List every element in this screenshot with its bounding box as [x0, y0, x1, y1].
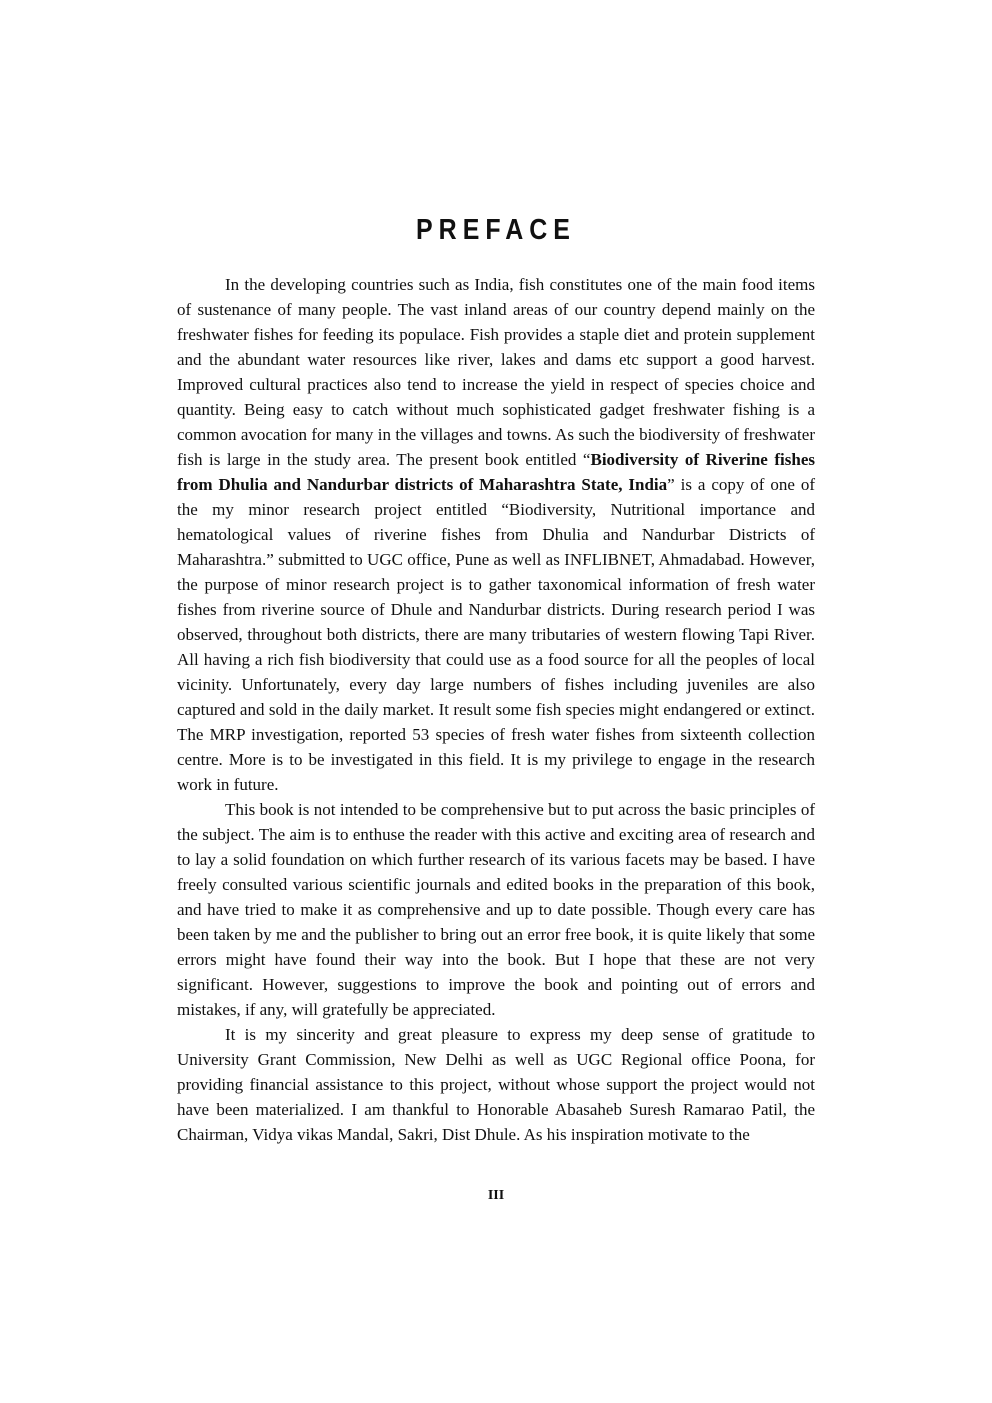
page-title: PREFACE: [416, 214, 576, 246]
paragraph-3: It is my sincerity and great pleasure to express my deep sense of gratitude to University Grant Commission, New Delhi as well as UGC Regional office Poona, for providing financial assistance to this project, without whose support the project would not have been materialized. I am thankful to Honorable Abasaheb Suresh Ramarao Patil, the Chairman, Vidya vikas Mandal, Sakri, Dist Dhule. As his inspiration motivate to the: [177, 1025, 815, 1144]
paragraph-1: [177, 272, 815, 797]
book-title-bold: Biodiversity of Riverine fishes from Dhulia and Nandurbar districts of Maharashtra State, India: [177, 450, 815, 494]
preface-body: [177, 272, 815, 1147]
paragraph-1-text-after-title: ” is a copy of one of the my minor research project entitled “Biodiversity, Nutritional importance and hematological values of riverine fishes from Dhulia and Nandurbar Districts of Maharashtra.” submitted to UGC office, Pune as well as INFLIBNET, Ahmadabad. However, the purpose of minor research project is to gather taxonomical information of fresh water fishes from riverine source of Dhule and Nandurbar districts. During research period I was observed, throughout both districts, there are many tributaries of western flowing Tapi River. All having a rich fish biodiversity that could use as a food source for all the peoples of local vicinity. Unfortunately, every day large numbers of fishes including juveniles are also captured and sold in the daily market. It result some fish species might endangered or extinct. The MRP investigation, reported 53 species of fresh water fishes from sixteenth collection centre. More is to be investigated in this field. It is my privilege to engage in the research work in future.: [177, 475, 815, 794]
paragraph-2: This book is not intended to be comprehensive but to put across the basic principles of the subject. The aim is to enthuse the reader with this active and exciting area of research and to lay a solid foundation on which further research of its various facets may be based. I have freely consulted various scientific journals and edited books in the preparation of this book, and have tried to make it as comprehensive and up to date possible. Though every care has been taken by me and the publisher to bring out an error free book, it is quite likely that some errors might have found their way into the book. But I hope that these are not very significant. However, suggestions to improve the book and pointing out of errors and mistakes, if any, will gratefully be appreciated.: [177, 800, 815, 1019]
page-number: III: [487, 1188, 505, 1203]
paragraph-1-text-before-title: In the developing countries such as India, fish constitutes one of the main food items of sustenance of many people. The vast inland areas of our country depend mainly on the freshwater fishes for feeding its populace. Fish provides a staple diet and protein supplement and the abundant water resources like river, lakes and dams etc support a good harvest. Improved cultural practices also tend to increase the yield in respect of species choice and quantity. Being easy to catch without much sophisticated gadget freshwater fishing is a common avocation for many in the villages and towns. As such the biodiversity of freshwater fish is large in the study area. The present book entitled “: [177, 275, 815, 469]
